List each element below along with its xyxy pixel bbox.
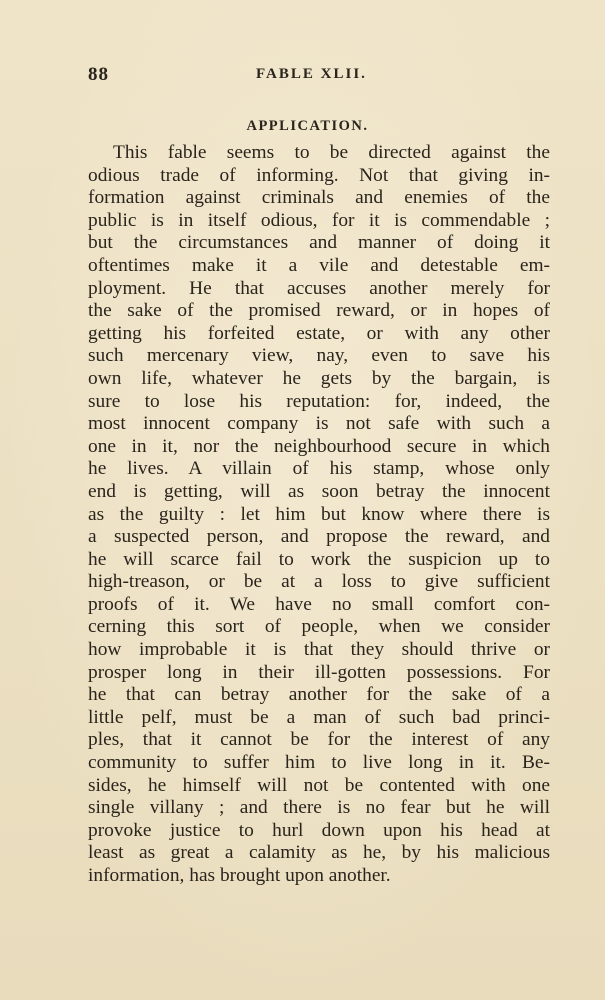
text-line: own life, whatever he gets by the bargain, is — [88, 367, 550, 389]
text-line: oftentimes make it a vile and detestable em- — [88, 254, 550, 276]
text-line: high-treason, or be at a loss to give sufficient — [88, 571, 550, 593]
text-line: This fable seems to be directed against the — [113, 142, 550, 163]
body-paragraph — [88, 142, 550, 888]
running-title: FABLE XLII. — [256, 66, 367, 82]
text-line: the sake of the promised reward, or in hopes of — [88, 300, 550, 322]
text-line: single villany ; and there is no fear but he will — [88, 797, 550, 819]
text-line: such mercenary view, nay, even to save his — [88, 345, 550, 367]
text-line: he that can betray another for the sake of a — [88, 684, 550, 706]
text-line: proofs of it. We have no small comfort con- — [88, 593, 550, 615]
text-line: end is getting, will as soon betray the innocent — [88, 480, 550, 502]
text-line: as the guilty : let him but know where there is — [88, 503, 550, 525]
text-line: community to suffer him to live long in it. Be- — [88, 752, 550, 774]
text-line: sides, he himself will not be contented with one — [88, 774, 550, 796]
text-line: a suspected person, and propose the reward, and — [88, 526, 550, 548]
page-number: 88 — [88, 64, 109, 85]
text-line: how improbable it is that they should thrive or — [88, 639, 550, 661]
text-line: cerning this sort of people, when we consider — [88, 616, 550, 638]
text-line: but the circumstances and manner of doing it — [88, 232, 550, 254]
text-line: prosper long in their ill-gotten possessions. For — [88, 661, 550, 683]
text-line: public is in itself odious, for it is commendable ; — [88, 209, 550, 231]
section-heading: APPLICATION. — [246, 118, 369, 134]
text-line: sure to lose his reputation: for, indeed, the — [88, 390, 550, 412]
text-line: he lives. A villain of his stamp, whose only — [88, 458, 550, 480]
text-line: provoke justice to hurl down upon his head at — [88, 819, 550, 841]
text-line: ployment. He that accuses another merely for — [88, 277, 550, 299]
text-line: formation against criminals and enemies of the — [88, 187, 550, 209]
text-line: odious trade of informing. Not that giving in- — [88, 164, 550, 186]
running-head — [88, 64, 549, 86]
text-line: little pelf, must be a man of such bad princi- — [88, 706, 550, 728]
text-line: ples, that it cannot be for the interest of any — [88, 729, 550, 751]
text-line: most innocent company is not safe with such a — [88, 413, 550, 435]
text-line: information, has brought upon another. — [88, 865, 391, 886]
text-line: getting his forfeited estate, or with any other — [88, 322, 550, 344]
text-line: least as great a calamity as he, by his malicious — [88, 842, 550, 864]
text-line: one in it, nor the neighbourhood secure in which — [88, 435, 550, 457]
text-line: he will scarce fail to work the suspicion up to — [88, 548, 550, 570]
